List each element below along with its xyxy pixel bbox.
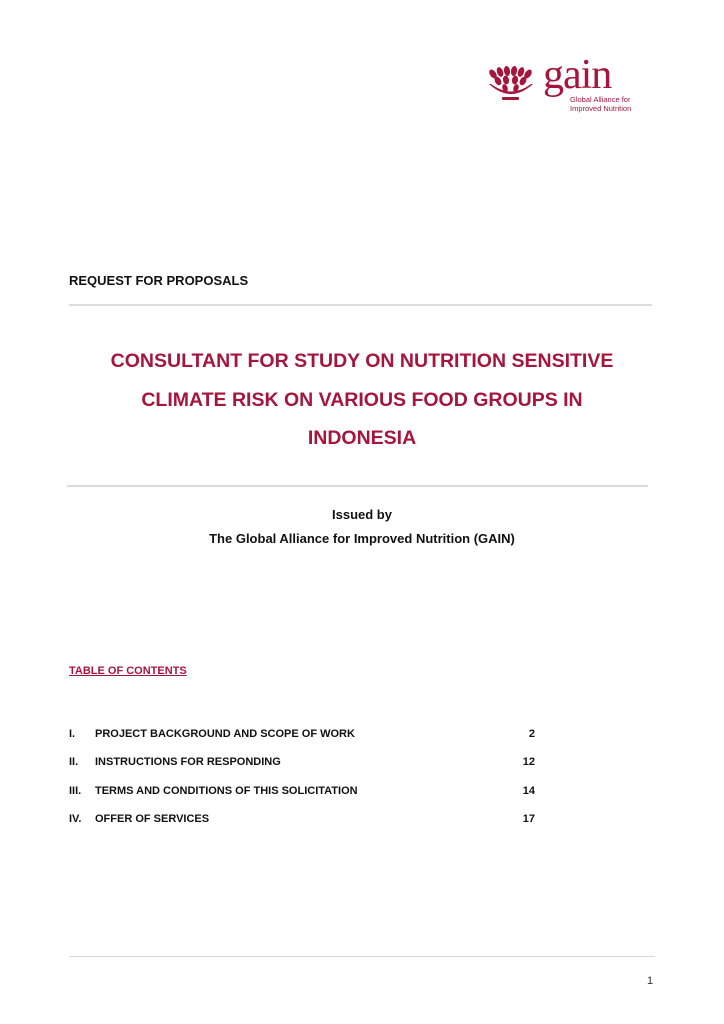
toc-item-page: 12 bbox=[522, 756, 535, 769]
document-type-heading: REQUEST FOR PROPOSALS bbox=[69, 273, 249, 288]
toc-item-number: III. bbox=[69, 784, 82, 797]
logo-tagline-line2: Improved Nutrition bbox=[570, 104, 632, 113]
table-of-contents bbox=[69, 728, 535, 841]
toc-item-label: OFFER OF SERVICES bbox=[95, 812, 210, 825]
toc-item-number: IV. bbox=[69, 812, 82, 825]
issued-by-label: Issued by bbox=[332, 507, 392, 522]
toc-item-label: INSTRUCTIONS FOR RESPONDING bbox=[95, 756, 281, 769]
title-line-2: CLIMATE RISK ON VARIOUS FOOD GROUPS IN bbox=[141, 388, 583, 411]
divider-middle bbox=[67, 485, 648, 487]
title-line-1: CONSULTANT FOR STUDY ON NUTRITION SENSITIVE bbox=[110, 350, 614, 372]
toc-item-page: 14 bbox=[522, 784, 535, 797]
toc-heading[interactable]: TABLE OF CONTENTS bbox=[69, 665, 187, 677]
toc-item-number: II. bbox=[69, 756, 79, 769]
divider-top bbox=[69, 304, 652, 306]
logo-tagline-line1: Global Alliance for bbox=[570, 95, 631, 104]
toc-item[interactable] bbox=[69, 728, 535, 756]
toc-item[interactable] bbox=[69, 756, 535, 784]
footer-divider bbox=[69, 956, 655, 957]
toc-item[interactable] bbox=[69, 785, 535, 813]
issuer-name: The Global Alliance for Improved Nutrition (GAIN) bbox=[209, 531, 515, 546]
title-line-3: INDONESIA bbox=[307, 427, 417, 449]
gain-logo bbox=[487, 52, 637, 116]
toc-item-page: 17 bbox=[522, 812, 535, 825]
page-number: 1 bbox=[647, 975, 654, 987]
toc-item-label: PROJECT BACKGROUND AND SCOPE OF WORK bbox=[95, 728, 355, 740]
toc-item-label: TERMS AND CONDITIONS OF THIS SOLICITATION bbox=[95, 784, 358, 797]
logo-wordmark: gain bbox=[543, 52, 612, 98]
toc-item[interactable] bbox=[69, 813, 535, 841]
wheat-bowl-icon bbox=[487, 66, 539, 106]
document-title bbox=[62, 342, 662, 458]
toc-item-page: 2 bbox=[528, 728, 535, 740]
toc-item-number: I. bbox=[69, 728, 76, 740]
